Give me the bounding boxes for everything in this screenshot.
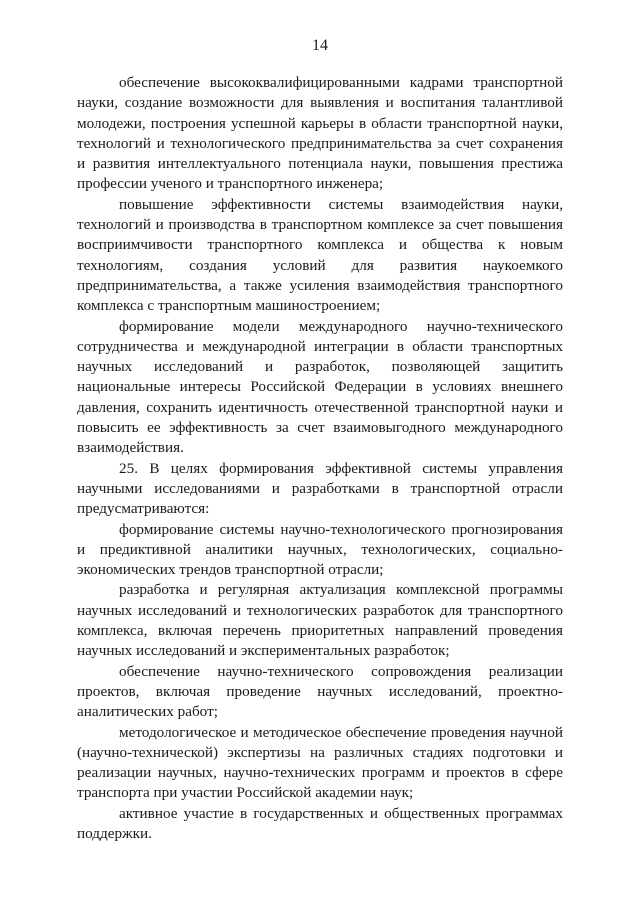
paragraph-participation: активное участие в государственных и общественных программах поддержки.: [77, 804, 563, 842]
paragraph-international: формирование модели международного научно-технического сотрудничества и международной интеграции в области транспортных научных исследований и разработок, позволяющей защитить национальные интересы Российской Федерации в условиях внешнего давления, сохранить идентичность отечественной транспортной науки и повысить ее эффективность за счет взаимовыгодного международного взаимодействия.: [77, 317, 563, 457]
paragraph-efficiency: повышение эффективности системы взаимодействия науки, технологий и производства в транспортном комплексе за счет повышения восприимчивости транспортного комплекса и общества к новым технологиям, создания условий для развития наукоемкого предпринимательства, а также усиления взаимодействия транспортного комплекса с транспортным машиностроением;: [77, 195, 563, 315]
paragraph-personnel: обеспечение высококвалифицированными кадрами транспортной науки, создание возможности для выявления и воспитания талантливой молодежи, построения успешной карьеры в области транспортной науки, технологий и технологического предпринимательства за счет сохранения и развития интеллектуального потенциала науки, повышения престижа профессии ученого и транспортного инженера;: [77, 74, 563, 193]
paragraph-item-25: 25. В целях формирования эффективной системы управления научными исследованиями и разработками в транспортной отрасли предусматриваются:: [77, 459, 563, 518]
paragraph-program: разработка и регулярная актуализация комплексной программы научных исследований и технологических разработок для транспортного комплекса, включая перечень приоритетных направлений проведения научных исследований и экспериментальных разработок;: [77, 581, 563, 660]
paragraph-forecasting: формирование системы научно-технологического прогнозирования и предиктивной аналитики научных, технологических, социально-экономических трендов транспортной отрасли;: [77, 520, 563, 579]
paragraph-expertise: методологическое и методическое обеспечение проведения научной (научно-технической) экспертизы на различных стадиях подготовки и реализации научных, научно-технических программ и проектов в сфере транспорта при участии Российской академии наук;: [77, 723, 563, 802]
paragraph-support: обеспечение научно-технического сопровождения реализации проектов, включая проведение научных исследований, проектно-аналитических работ;: [77, 662, 563, 721]
page-number: 14: [312, 37, 328, 54]
document-body: [77, 73, 563, 844]
